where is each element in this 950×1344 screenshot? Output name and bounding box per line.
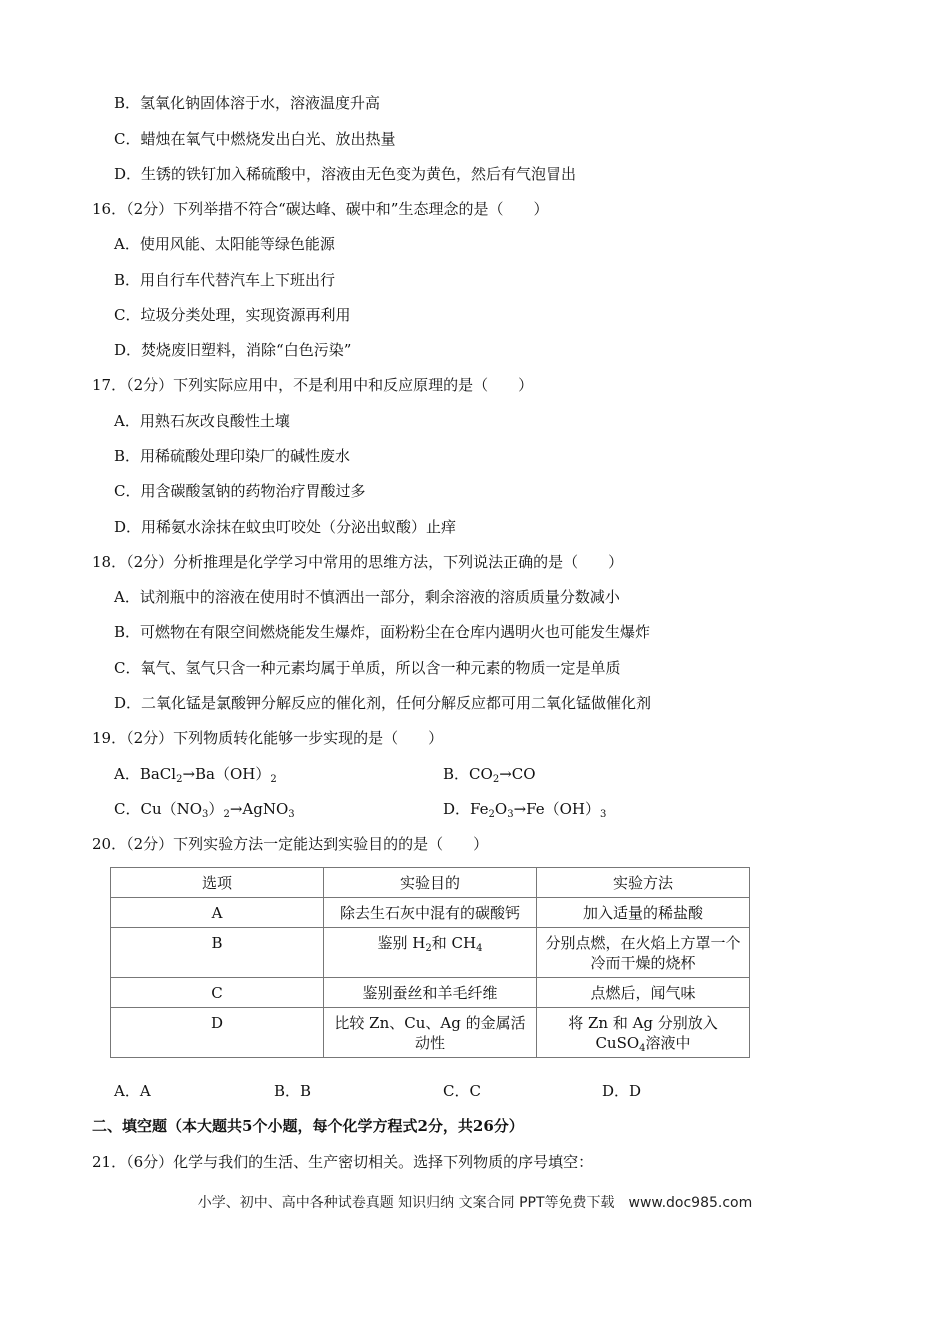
q19-option-b: B．$CO_2\to CO$ xyxy=(443,765,536,785)
table-cell-option: D xyxy=(111,1008,324,1058)
q17-option-a: A．用熟石灰改良酸性土壤 xyxy=(114,412,290,430)
table-row xyxy=(111,898,750,928)
q17-option-d: D．用稀氨水涂抹在蚊虫叮咬处（分泌出蚁酸）止痒 xyxy=(114,518,457,536)
table-cell-option: B xyxy=(111,928,324,978)
table-cell-method: 将 Zn 和 Ag 分别放入 CuSO$_4$溶液中 xyxy=(537,1008,750,1058)
q17-option-c: C．用含碳酸氢钠的药物治疗胃酸过多 xyxy=(114,482,366,500)
q19-option-c: C．$Cu(NO_3)_2\to AgNO_3$ xyxy=(114,800,295,820)
q18-option-b: B．可燃物在有限空间燃烧能发生爆炸，面粉粉尘在仓库内遇明火也可能发生爆炸 xyxy=(114,623,651,641)
table-cell-purpose: 鉴别 $H_2$和 $CH_4$ xyxy=(324,928,537,978)
q15-option-d: D．生锈的铁钉加入稀硫酸中，溶液由无色变为黄色，然后有气泡冒出 xyxy=(114,165,577,183)
q18-stem: 18．（2分）分析推理是化学学习中常用的思维方法，下列说法正确的是（ ） xyxy=(92,553,624,571)
q16-stem: 16．（2分）下列举措不符合“碳达峰、碳中和”生态理念的是（ ） xyxy=(92,200,549,218)
table-cell-purpose: 鉴别蚕丝和羊毛纤维 xyxy=(324,978,537,1008)
q20-option-a: A．A xyxy=(114,1082,151,1100)
q20-option-c: C．C xyxy=(443,1082,481,1100)
table-cell-method: 点燃后，闻气味 xyxy=(537,978,750,1008)
q15-option-b: B．氢氧化钠固体溶于水，溶液温度升高 xyxy=(114,94,381,112)
q17-stem: 17．（2分）下列实际应用中，不是利用中和反应原理的是（ ） xyxy=(92,376,534,394)
q20-option-b: B．B xyxy=(274,1082,312,1100)
section-heading: 二、填空题（本大题共5个小题，每个化学方程式2分，共26分） xyxy=(92,1117,524,1135)
table-row xyxy=(111,928,750,978)
table-cell-method: 分别点燃，在火焰上方罩一个冷而干燥的烧杯 xyxy=(537,928,750,978)
q18-option-d: D．二氧化锰是氯酸钾分解反应的催化剂，任何分解反应都可用二氧化锰做催化剂 xyxy=(114,694,652,712)
q15-option-c: C．蜡烛在氧气中燃烧发出白光、放出热量 xyxy=(114,130,396,148)
q20-stem: 20．（2分）下列实验方法一定能达到实验目的的是（ ） xyxy=(92,835,489,853)
q17-option-b: B．用稀硫酸处理印染厂的碱性废水 xyxy=(114,447,351,465)
table-row xyxy=(111,1008,750,1058)
table-row xyxy=(111,978,750,1008)
q16-option-b: B．用自行车代替汽车上下班出行 xyxy=(114,271,336,289)
q16-option-d: D．焚烧废旧塑料，消除“白色污染” xyxy=(114,341,352,359)
q19-option-d: D．$Fe_2O_3\to Fe(OH)_3$ xyxy=(443,800,607,820)
table-header: 实验方法 xyxy=(537,868,750,898)
footer-text: 小学、初中、高中各种试卷真题 知识归纳 文案合同 PPT等免费下载 www.doc985.com xyxy=(197,1195,753,1211)
table-header: 实验目的 xyxy=(324,868,537,898)
q19-option-a: A．$BaCl_2\to Ba(OH)_2$ xyxy=(114,765,277,785)
table-cell-option: A xyxy=(111,898,324,928)
experiment-table xyxy=(110,867,750,1058)
q16-option-a: A．使用风能、太阳能等绿色能源 xyxy=(114,235,335,253)
table-cell-option: C xyxy=(111,978,324,1008)
table-cell-method: 加入适量的稀盐酸 xyxy=(537,898,750,928)
table-header-row xyxy=(111,868,750,898)
table-header: 选项 xyxy=(111,868,324,898)
q18-option-c: C．氧气、氢气只含一种元素均属于单质，所以含一种元素的物质一定是单质 xyxy=(114,659,621,677)
q16-option-c: C．垃圾分类处理，实现资源再利用 xyxy=(114,306,351,324)
q21-stem: 21．（6分）化学与我们的生活、生产密切相关。选择下列物质的序号填空： xyxy=(92,1153,594,1171)
table-cell-purpose: 除去生石灰中混有的碳酸钙 xyxy=(324,898,537,928)
q18-option-a: A．试剂瓶中的溶液在使用时不慎洒出一部分，剩余溶液的溶质质量分数减小 xyxy=(114,588,620,606)
q19-stem: 19．（2分）下列物质转化能够一步实现的是（ ） xyxy=(92,729,444,747)
q20-option-d: D．D xyxy=(602,1082,642,1100)
table-cell-purpose: 比较 Zn、Cu、Ag 的金属活动性 xyxy=(324,1008,537,1058)
